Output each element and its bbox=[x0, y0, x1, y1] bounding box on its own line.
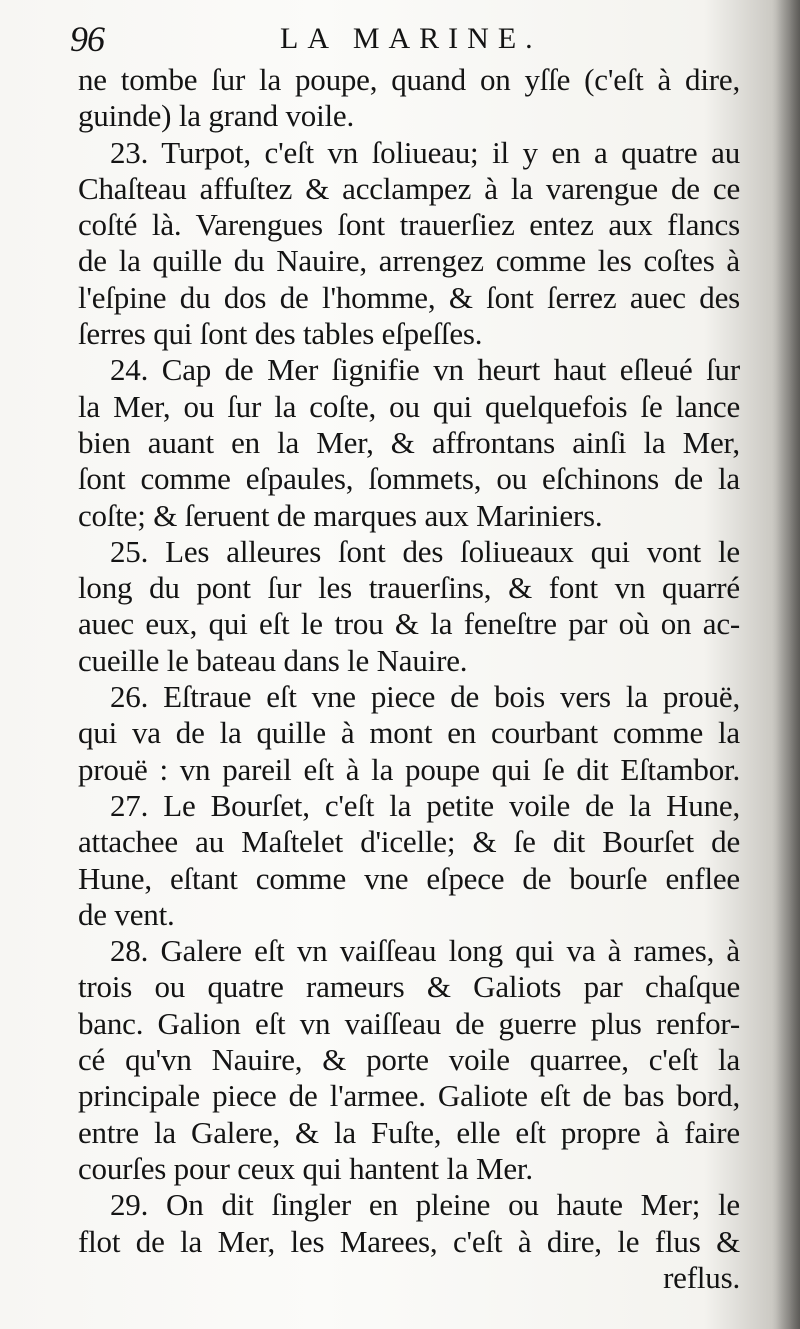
text-line: trois ou quatre rameurs & Galiots par chaſque bbox=[78, 969, 740, 1005]
paragraph-27-start: 27. Le Bourſet, c'eſt la petite voile de la Hune, bbox=[110, 787, 740, 823]
text-line: l'eſpine du dos de l'homme, & ſont ſerrez auec des bbox=[78, 279, 740, 315]
text-line: coſte; & ſeruent de marques aux Mariniers. bbox=[78, 497, 603, 533]
text-line: Hune, eſtant comme vne eſpece de bourſe enflee bbox=[78, 860, 740, 896]
running-head-title: LA MARINE. bbox=[280, 22, 542, 55]
running-head bbox=[70, 18, 750, 62]
text-line: cé qu'vn Nauire, & porte voile quarree, c'eſt la bbox=[78, 1042, 740, 1078]
text-line: ſont comme eſpaules, ſommets, ou eſchinons de la bbox=[78, 461, 740, 497]
text-line: qui va de la quille à mont en courbant comme la bbox=[78, 715, 740, 751]
text-line: auec eux, qui eſt le trou & la feneſtre par où on ac- bbox=[78, 606, 740, 642]
text-line: coſté là. Varengues ſont trauerſiez entez aux flancs bbox=[78, 207, 740, 243]
text-line: la Mer, ou ſur la coſte, ou qui quelquefois ſe lance bbox=[78, 388, 740, 424]
text-line: de vent. bbox=[78, 896, 175, 932]
paragraph-23-start: 23. Turpot, c'eſt vn ſoliueau; il y en a quatre au bbox=[110, 134, 740, 170]
paragraph-24-start: 24. Cap de Mer ſignifie vn heurt haut eſleué ſur bbox=[110, 352, 740, 388]
text-line: ſerres qui ſont des tables eſpeſſes. bbox=[78, 316, 483, 352]
text-line: courſes pour ceux qui hantent la Mer. bbox=[78, 1150, 533, 1186]
text-line: ne tombe ſur la poupe, quand on yſſe (c'eſt à dire, bbox=[78, 62, 740, 97]
page-number: 96 bbox=[70, 19, 104, 59]
text-line: attachee au Maſtelet d'icelle; & ſe dit Bourſet de bbox=[78, 824, 740, 860]
paragraph-29-start: 29. On dit ſingler en pleine ou haute Mer; le bbox=[110, 1187, 740, 1223]
paragraph-26-start: 26. Eſtraue eſt vne piece de bois vers la prouë, bbox=[110, 679, 740, 715]
text-line: flot de la Mer, les Marees, c'eſt à dire, le flus & bbox=[78, 1223, 740, 1259]
text-line: de la quille du Nauire, arrengez comme les coſtes à bbox=[78, 243, 740, 279]
text-line: bien auant en la Mer, & affrontans ainſi la Mer, bbox=[78, 424, 740, 460]
text-line: Chaſteau affuſtez & acclampez à la varengue de ce bbox=[78, 170, 740, 206]
text-line: guinde) la grand voile. bbox=[78, 98, 355, 134]
body-text bbox=[78, 62, 740, 1296]
text-line: long du pont ſur les trauerſins, & font vn quarré bbox=[78, 570, 740, 606]
text-line: banc. Galion eſt vn vaiſſeau de guerre plus renfor- bbox=[78, 1005, 740, 1041]
text-line: prouë : vn pareil eſt à la poupe qui ſe dit Eſtambor. bbox=[78, 751, 740, 787]
text-line: principale piece de l'armee. Galiote eſt de bas bord, bbox=[78, 1078, 740, 1114]
paragraph-28-start: 28. Galere eſt vn vaiſſeau long qui va à rames, à bbox=[110, 933, 740, 969]
text-line: cueille le bateau dans le Nauire. bbox=[78, 642, 468, 678]
catchword-line: reflus. bbox=[663, 1259, 740, 1295]
paragraph-25-start: 25. Les alleures ſont des ſoliueaux qui vont le bbox=[110, 533, 740, 569]
page-gutter-shadow bbox=[772, 0, 800, 1329]
text-line: entre la Galere, & la Fuſte, elle eſt propre à faire bbox=[78, 1114, 740, 1150]
